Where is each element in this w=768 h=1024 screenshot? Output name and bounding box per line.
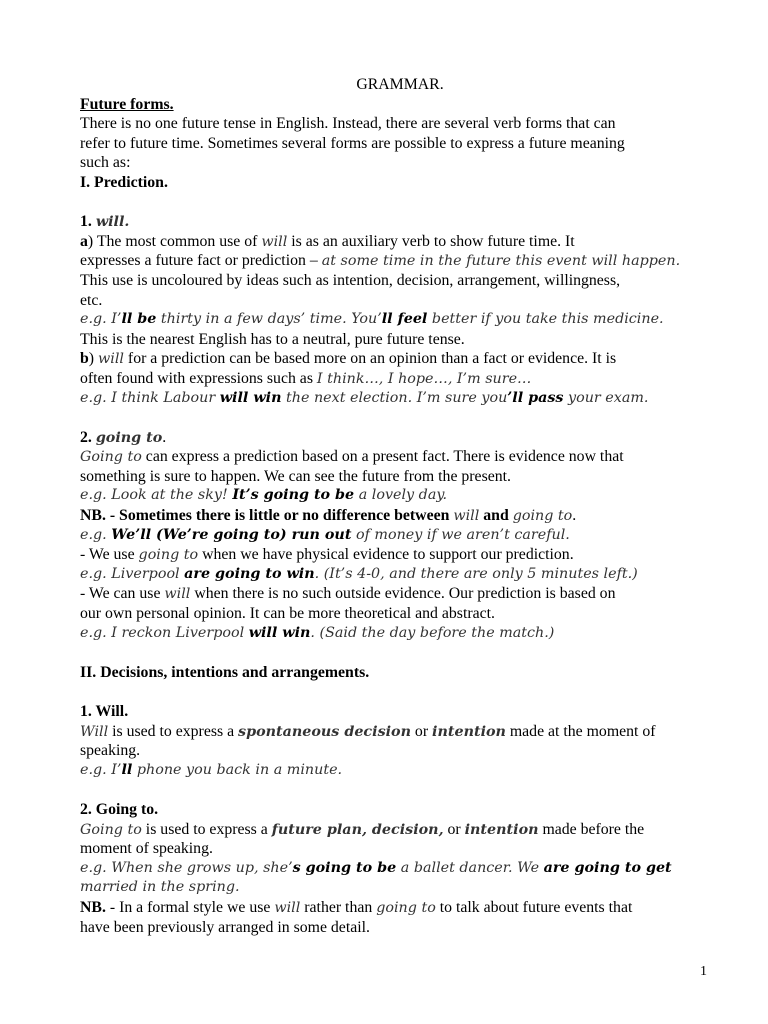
section-heading-future-forms: Future forms. bbox=[80, 95, 174, 113]
page-content bbox=[80, 75, 720, 937]
page-title: GRAMMAR. bbox=[356, 76, 444, 93]
intro-line-1: There is no one future tense in English. Instead, there are several verb forms that can bbox=[80, 115, 616, 133]
will2-line-2: speaking. bbox=[80, 742, 141, 760]
subheading-will: 1. will. bbox=[80, 213, 130, 231]
going-nb-line: NB. - Sometimes there is little or no difference between will and going to. bbox=[80, 507, 577, 525]
subheading-going-to-2: 2. Going to. bbox=[80, 800, 159, 818]
going2-nb-line-1: NB. - In a formal style we use will rather than going to to talk about future events that bbox=[80, 898, 633, 916]
will-b-line-2: often found with expressions such as I think…, I hope…, I’m sure… bbox=[80, 369, 532, 387]
intro-line-2: refer to future time. Sometimes several forms are possible to express a future meaning bbox=[80, 134, 625, 152]
going-example-3: e.g. Liverpool are going to win. (It’s 4-0, and there are only 5 minutes left.) bbox=[80, 565, 638, 582]
going2-line-2: moment of speaking. bbox=[80, 840, 213, 858]
going2-example-line-2: married in the spring. bbox=[80, 879, 240, 896]
going-line-2: something is sure to happen. We can see the future from the present. bbox=[80, 467, 511, 485]
going-example-4: e.g. I reckon Liverpool will win. (Said the day before the match.) bbox=[80, 624, 555, 641]
going-example-2: e.g. We’ll (We’re going to) run out of money if we aren’t careful. bbox=[80, 526, 570, 543]
will-a-line-2: expresses a future fact or prediction – at some time in the future this event will happen. bbox=[80, 252, 681, 270]
will-example-2: e.g. I think Labour will win the next election. I’m sure you’ll pass your exam. bbox=[80, 389, 649, 406]
going2-example-line-1: e.g. When she grows up, she’s going to be a ballet dancer. We are going to get bbox=[80, 859, 672, 876]
section-heading-prediction: I. Prediction. bbox=[80, 173, 168, 191]
subheading-will-2: 1. Will. bbox=[80, 703, 129, 720]
intro-line-3: such as: bbox=[80, 154, 131, 172]
going-use-line-3: our own personal opinion. It can be more theoretical and abstract. bbox=[80, 605, 495, 623]
section-heading-decisions: II. Decisions, intentions and arrangements. bbox=[80, 663, 370, 681]
going-line-1: Going to can express a prediction based on a present fact. There is evidence now that bbox=[80, 448, 624, 466]
going-example-1: e.g. Look at the sky! It’s going to be a lovely day. bbox=[80, 487, 448, 504]
will2-line-1: Will is used to express a spontaneous decision or intention made at the moment of bbox=[80, 722, 656, 740]
will-example-1: e.g. I’ll be thirty in a few days’ time. You’ll feel better if you take this medicine. bbox=[80, 311, 664, 328]
will-b-line-1: b) will for a prediction can be based more on an opinion than a fact or evidence. It is bbox=[80, 350, 617, 368]
will-a-line-1: a) The most common use of will is as an auxiliary verb to show future time. It bbox=[80, 232, 575, 250]
going2-nb-line-2: have been previously arranged in some detail. bbox=[80, 918, 370, 936]
will-a-line-4: etc. bbox=[80, 291, 103, 309]
subheading-going-to: 2. going to. bbox=[80, 428, 167, 446]
will2-example: e.g. I’ll phone you back in a minute. bbox=[80, 761, 343, 778]
going-use-line-2: - We can use will when there is no such outside evidence. Our prediction is based on bbox=[80, 585, 616, 603]
will-a-line-3: This use is uncoloured by ideas such as intention, decision, arrangement, willingness, bbox=[80, 271, 621, 289]
will-nearest-note: This is the nearest English has to a neutral, pure future tense. bbox=[80, 330, 465, 348]
going2-line-1: Going to is used to express a future plan, decision, or intention made before the bbox=[80, 820, 645, 838]
page-number: 1 bbox=[700, 964, 707, 979]
going-use-line-1: - We use going to when we have physical evidence to support our prediction. bbox=[80, 546, 574, 564]
